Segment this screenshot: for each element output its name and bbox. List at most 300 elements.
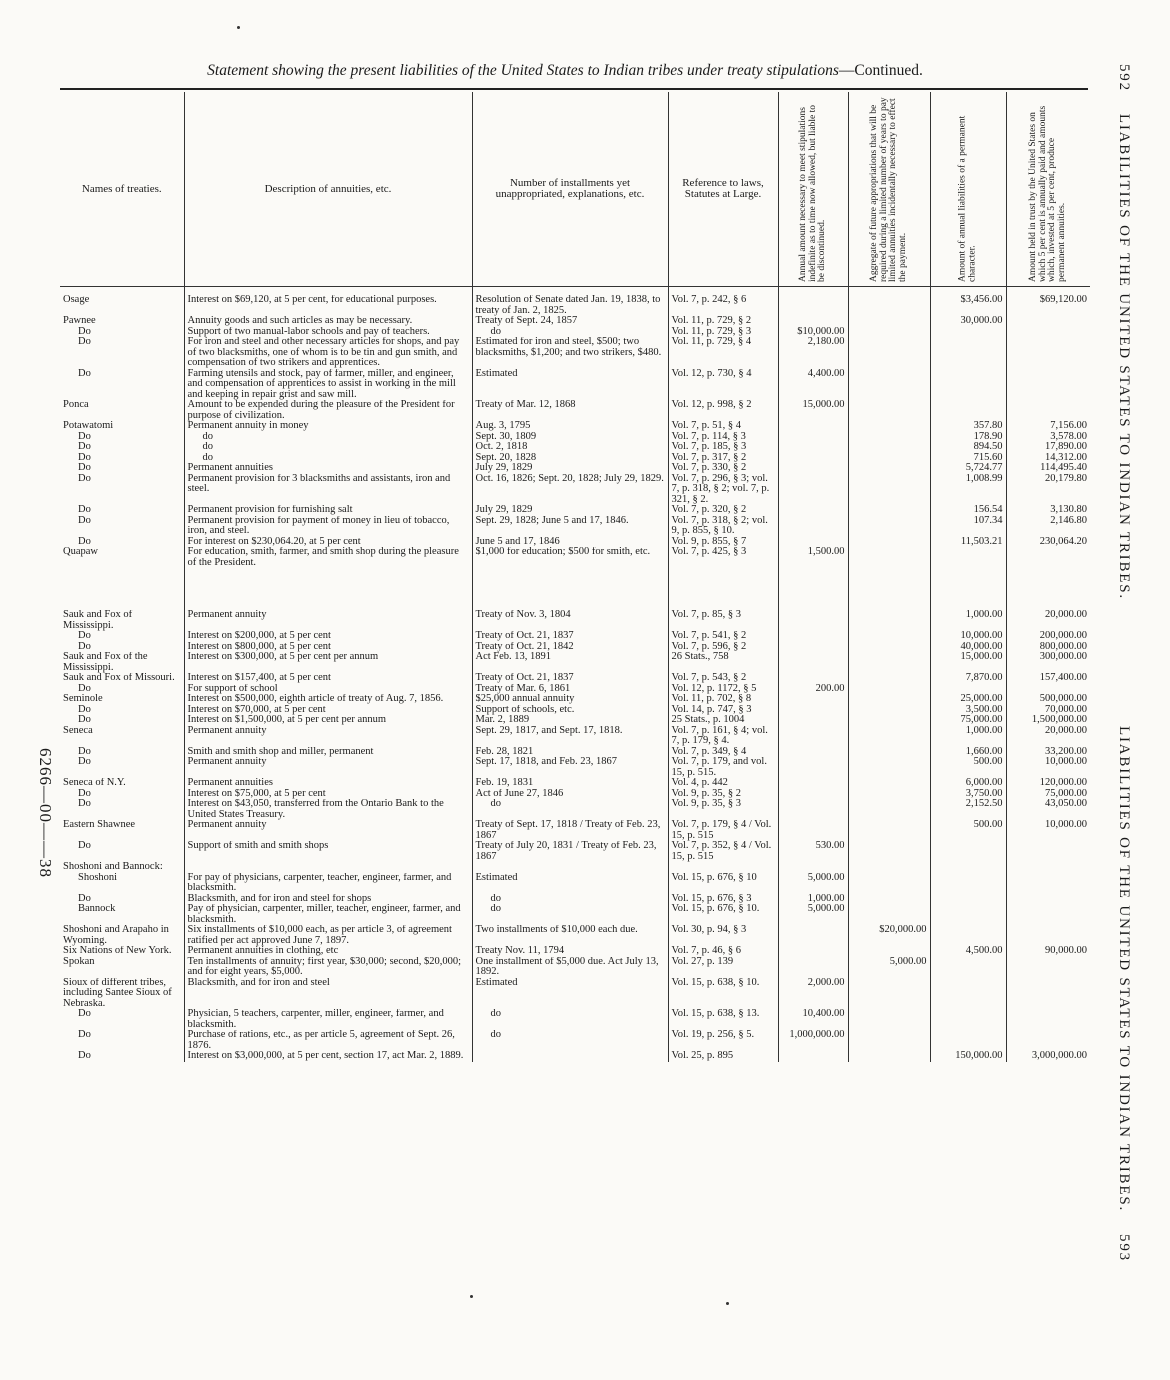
table-row <box>60 747 1090 758</box>
aggregate-future-cell <box>848 673 930 684</box>
held-in-trust-cell: 20,000.00 <box>1006 610 1090 631</box>
annual-indefinite-cell <box>778 652 848 673</box>
permanent-liability-cell <box>930 904 1006 925</box>
print-speck <box>726 1302 729 1305</box>
permanent-liability-cell <box>930 1030 1006 1051</box>
held-in-trust-cell: 7,156.00 <box>1006 421 1090 432</box>
reference-cell: Vol. 30, p. 94, § 3 <box>668 925 778 946</box>
installments-cell: Treaty of Oct. 21, 1842 <box>472 642 668 653</box>
aggregate-future-cell <box>848 778 930 789</box>
description-cell: Blacksmith, and for iron and steel <box>184 978 472 1010</box>
installments-cell: do <box>472 327 668 338</box>
annual-indefinite-cell: 200.00 <box>778 684 848 695</box>
annual-indefinite-cell <box>778 820 848 841</box>
table-row <box>60 547 1090 568</box>
aggregate-future-cell <box>848 841 930 862</box>
annual-indefinite-cell <box>778 925 848 946</box>
description-cell: Permanent annuities <box>184 778 472 789</box>
aggregate-future-cell <box>848 505 930 516</box>
reference-cell: Vol. 9, p. 855, § 7 <box>668 537 778 548</box>
held-in-trust-cell: 300,000.00 <box>1006 652 1090 673</box>
installments-cell: Treaty Nov. 11, 1794 <box>472 946 668 957</box>
permanent-liability-cell: 894.50 <box>930 442 1006 453</box>
liabilities-table <box>60 92 1090 1062</box>
aggregate-future-cell <box>848 757 930 778</box>
aggregate-future-cell <box>848 432 930 443</box>
table-row <box>60 316 1090 327</box>
permanent-liability-cell: 25,000.00 <box>930 694 1006 705</box>
description-cell: Interest on $157,400, at 5 per cent <box>184 673 472 684</box>
held-in-trust-cell: 43,050.00 <box>1006 799 1090 820</box>
installments-cell: Treaty of Sept. 24, 1857 <box>472 316 668 327</box>
reference-cell: Vol. 15, p. 638, § 10. <box>668 978 778 1010</box>
treaty-name-cell: Shoshoni and Arapaho in Wyoming. <box>63 925 169 946</box>
aggregate-future-cell <box>848 516 930 537</box>
installments-cell: Sept. 29, 1828; June 5 and 17, 1846. <box>472 516 668 537</box>
treaty-name-cell: Shoshoni and Bannock: <box>63 862 163 872</box>
annual-indefinite-cell: 10,400.00 <box>778 1009 848 1030</box>
aggregate-future-cell <box>848 1051 930 1062</box>
held-in-trust-cell: 10,000.00 <box>1006 757 1090 778</box>
held-in-trust-cell: 20,000.00 <box>1006 726 1090 747</box>
annual-indefinite-cell <box>778 862 848 873</box>
description-cell: Permanent annuity <box>184 610 472 631</box>
description-cell: Permanent annuities <box>184 463 472 474</box>
description-cell: do <box>184 453 472 464</box>
installments-cell: Mar. 2, 1889 <box>472 715 668 726</box>
permanent-liability-cell <box>930 369 1006 401</box>
treaty-name-cell: Do <box>78 1051 91 1061</box>
permanent-liability-cell: 6,000.00 <box>930 778 1006 789</box>
description-cell: Smith and smith shop and miller, permanent <box>184 747 472 758</box>
table-row <box>60 978 1090 1010</box>
treaty-name-cell: Do <box>78 463 91 473</box>
treaty-name-cell: Do <box>78 799 91 809</box>
held-in-trust-cell <box>1006 925 1090 946</box>
table-row <box>60 684 1090 695</box>
table-row <box>60 442 1090 453</box>
annual-indefinite-cell <box>778 453 848 464</box>
reference-cell <box>668 862 778 873</box>
spacer-row <box>60 287 1090 296</box>
description-cell: Permanent annuity in money <box>184 421 472 432</box>
permanent-liability-cell: 3,750.00 <box>930 789 1006 800</box>
treaty-name-cell: Do <box>78 431 91 442</box>
aggregate-future-cell <box>848 442 930 453</box>
table-row <box>60 432 1090 443</box>
reference-cell: Vol. 14, p. 747, § 3 <box>668 705 778 716</box>
aggregate-future-cell <box>848 715 930 726</box>
annual-indefinite-cell: 4,400.00 <box>778 369 848 401</box>
aggregate-future-cell <box>848 1009 930 1030</box>
treaty-name-cell: Sauk and Fox of Mississippi. <box>63 610 133 631</box>
reference-cell: Vol. 12, p. 730, § 4 <box>668 369 778 401</box>
reference-cell: Vol. 15, p. 676, § 3 <box>668 894 778 905</box>
held-in-trust-cell <box>1006 327 1090 338</box>
held-in-trust-cell: 20,179.80 <box>1006 474 1090 506</box>
table-row <box>60 673 1090 684</box>
description-cell: Farming utensils and stock, pay of farmer, miller, and engineer, and compensation of apprentices to assist in working in the mill and keeping in repair grist and saw mill. <box>184 369 472 401</box>
reference-cell: Vol. 7, p. 318, § 2; vol. 9, p. 855, § 10. <box>668 516 778 537</box>
permanent-liability-cell: 500.00 <box>930 820 1006 841</box>
aggregate-future-cell <box>848 327 930 338</box>
col-header-names: Names of treaties. <box>60 92 184 287</box>
installments-cell: Treaty of Oct. 21, 1837 <box>472 673 668 684</box>
installments-cell: $25,000 annual annuity <box>472 694 668 705</box>
treaty-name-cell: Sauk and Fox of Missouri. <box>63 673 175 683</box>
col-header-installments: Number of installments yet unappropriated, explanations, etc. <box>472 92 668 287</box>
held-in-trust-cell: 14,312.00 <box>1006 453 1090 464</box>
aggregate-future-cell <box>848 747 930 758</box>
reference-cell: 25 Stats., p. 1004 <box>668 715 778 726</box>
installments-cell: Treaty of Mar. 6, 1861 <box>472 684 668 695</box>
aggregate-future-cell <box>848 978 930 1010</box>
description-cell: Six installments of $10,000 each, as per article 3, of agreement ratified per act approved June 7, 1897. <box>184 925 472 946</box>
description-cell: Interest on $3,000,000, at 5 per cent, section 17, act Mar. 2, 1889. <box>184 1051 472 1062</box>
held-in-trust-cell: 230,064.20 <box>1006 537 1090 548</box>
annual-indefinite-cell <box>778 789 848 800</box>
installments-cell: Sept. 30, 1809 <box>472 432 668 443</box>
treaty-name-cell: Do <box>78 715 91 725</box>
table-row <box>60 873 1090 894</box>
col-header-aggregate-future-text: Aggregate of future appropriations that will be required during a limited number of years to pay limited annuities incidentally necessary to effect the payment. <box>869 97 908 282</box>
permanent-liability-cell: 357.80 <box>930 421 1006 432</box>
installments-cell: July 29, 1829 <box>472 463 668 474</box>
description-cell: For interest on $230,064.20, at 5 per cent <box>184 537 472 548</box>
installments-cell: Oct. 16, 1826; Sept. 20, 1828; July 29, 1829. <box>472 474 668 506</box>
installments-cell: Estimated <box>472 978 668 1010</box>
annual-indefinite-cell <box>778 610 848 631</box>
col-header-aggregate-future <box>848 92 930 287</box>
annual-indefinite-cell <box>778 421 848 432</box>
page-title <box>60 62 1070 80</box>
aggregate-future-cell <box>848 820 930 841</box>
installments-cell: Treaty of Mar. 12, 1868 <box>472 400 668 421</box>
treaty-name-cell: Do <box>78 704 91 715</box>
installments-cell: Sept. 29, 1817, and Sept. 17, 1818. <box>472 726 668 747</box>
aggregate-future-cell: 5,000.00 <box>848 957 930 978</box>
held-in-trust-cell <box>1006 684 1090 695</box>
permanent-liability-cell: 107.34 <box>930 516 1006 537</box>
treaty-name-cell: Do <box>78 473 91 484</box>
table-row <box>60 705 1090 716</box>
installments-cell: Act of June 27, 1846 <box>472 789 668 800</box>
treaty-name-cell: Do <box>78 515 91 526</box>
installments-cell: July 29, 1829 <box>472 505 668 516</box>
description-cell: Permanent annuity <box>184 820 472 841</box>
aggregate-future-cell <box>848 642 930 653</box>
treaty-name-cell: Do <box>78 641 91 652</box>
held-in-trust-cell <box>1006 894 1090 905</box>
table-body-top <box>60 287 1090 569</box>
permanent-liability-cell <box>930 1009 1006 1030</box>
permanent-liability-cell: $3,456.00 <box>930 295 1006 316</box>
description-cell <box>184 862 472 873</box>
treaty-name-cell: Do <box>78 505 91 515</box>
aggregate-future-cell <box>848 862 930 873</box>
aggregate-future-cell <box>848 369 930 401</box>
col-header-permanent-liabilities <box>930 92 1006 287</box>
description-cell: Physician, 5 teachers, carpenter, miller, engineer, farmer, and blacksmith. <box>184 1009 472 1030</box>
aggregate-future-cell <box>848 789 930 800</box>
reference-cell: Vol. 12, p. 1172, § 5 <box>668 684 778 695</box>
aggregate-future-cell <box>848 726 930 747</box>
reference-cell: Vol. 7, p. 85, § 3 <box>668 610 778 631</box>
annual-indefinite-cell: 2,000.00 <box>778 978 848 1010</box>
aggregate-future-cell <box>848 873 930 894</box>
permanent-liability-cell: 11,503.21 <box>930 537 1006 548</box>
treaty-name-cell: Do <box>78 442 91 452</box>
reference-cell: Vol. 4, p. 442 <box>668 778 778 789</box>
treaty-name-cell: Do <box>78 683 91 694</box>
held-in-trust-cell <box>1006 873 1090 894</box>
installments-cell: do <box>472 799 668 820</box>
aggregate-future-cell <box>848 537 930 548</box>
treaty-name-cell: Do <box>78 326 91 337</box>
held-in-trust-cell: 3,578.00 <box>1006 432 1090 443</box>
reference-cell: Vol. 11, p. 729, § 3 <box>668 327 778 338</box>
permanent-liability-cell: 150,000.00 <box>930 1051 1006 1062</box>
description-cell: Permanent annuity <box>184 726 472 747</box>
table-row <box>60 1051 1090 1062</box>
reference-cell: Vol. 25, p. 895 <box>668 1051 778 1062</box>
aggregate-future-cell <box>848 463 930 474</box>
installments-cell: Feb. 19, 1831 <box>472 778 668 789</box>
table-row <box>60 516 1090 537</box>
reference-cell: Vol. 7, p. 114, § 3 <box>668 432 778 443</box>
side-header-bottom <box>1106 726 1142 1306</box>
annual-indefinite-cell <box>778 432 848 443</box>
held-in-trust-cell: 120,000.00 <box>1006 778 1090 789</box>
held-in-trust-cell: 200,000.00 <box>1006 631 1090 642</box>
document-code <box>30 748 60 888</box>
annual-indefinite-cell <box>778 642 848 653</box>
permanent-liability-cell <box>930 547 1006 568</box>
treaty-name-cell: Quapaw <box>63 547 98 557</box>
aggregate-future-cell <box>848 474 930 506</box>
aggregate-future-cell <box>848 400 930 421</box>
header-row <box>60 92 1090 287</box>
top-rule <box>60 88 1088 90</box>
permanent-liability-cell: 40,000.00 <box>930 642 1006 653</box>
reference-cell: Vol. 7, p. 179, § 4 / Vol. 15, p. 515 <box>668 820 778 841</box>
col-header-held-in-trust <box>1006 92 1090 287</box>
reference-cell: Vol. 7, p. 352, § 4 / Vol. 15, p. 515 <box>668 841 778 862</box>
annual-indefinite-cell <box>778 694 848 705</box>
permanent-liability-cell <box>930 337 1006 369</box>
table-row <box>60 474 1090 506</box>
description-cell: Amount to be expended during the pleasure of the President for purpose of civilization. <box>184 400 472 421</box>
installments-cell: Sept. 20, 1828 <box>472 453 668 464</box>
annual-indefinite-cell <box>778 442 848 453</box>
permanent-liability-cell <box>930 400 1006 421</box>
table-row <box>60 505 1090 516</box>
description-cell: Annuity goods and such articles as may be necessary. <box>184 316 472 327</box>
table-row <box>60 715 1090 726</box>
description-cell: Interest on $75,000, at 5 per cent <box>184 789 472 800</box>
held-in-trust-cell: 800,000.00 <box>1006 642 1090 653</box>
annual-indefinite-cell: 1,000.00 <box>778 894 848 905</box>
table-row <box>60 862 1090 873</box>
description-cell: Blacksmith, and for iron and steel for shops <box>184 894 472 905</box>
reference-cell: Vol. 7, p. 296, § 3; vol. 7, p. 318, § 2; vol. 7, p. 321, § 2. <box>668 474 778 506</box>
table-row <box>60 1030 1090 1051</box>
table-row <box>60 757 1090 778</box>
aggregate-future-cell <box>848 316 930 327</box>
permanent-liability-cell: 156.54 <box>930 505 1006 516</box>
reference-cell: Vol. 15, p. 676, § 10 <box>668 873 778 894</box>
treaty-name-cell: Seneca of N.Y. <box>63 778 126 788</box>
reference-cell: 26 Stats., 758 <box>668 652 778 673</box>
description-cell: do <box>184 432 472 443</box>
treaty-name-cell: Ponca <box>63 400 89 410</box>
annual-indefinite-cell: 2,180.00 <box>778 337 848 369</box>
annual-indefinite-cell <box>778 516 848 537</box>
permanent-liability-cell <box>930 978 1006 1010</box>
table-body-bottom <box>60 602 1090 1062</box>
reference-cell: Vol. 7, p. 596, § 2 <box>668 642 778 653</box>
annual-indefinite-cell <box>778 715 848 726</box>
reference-cell: Vol. 15, p. 638, § 13. <box>668 1009 778 1030</box>
aggregate-future-cell <box>848 453 930 464</box>
aggregate-future-cell <box>848 684 930 695</box>
reference-cell: Vol. 7, p. 46, § 6 <box>668 946 778 957</box>
table-row <box>60 537 1090 548</box>
held-in-trust-cell: 2,146.80 <box>1006 516 1090 537</box>
reference-cell: Vol. 12, p. 998, § 2 <box>668 400 778 421</box>
held-in-trust-cell: 17,890.00 <box>1006 442 1090 453</box>
treaty-name-cell: Sauk and Fox of the Mississippi. <box>63 652 148 673</box>
treaty-name-cell: Do <box>78 746 91 757</box>
held-in-trust-cell: $69,120.00 <box>1006 295 1090 316</box>
annual-indefinite-cell: 1,500.00 <box>778 547 848 568</box>
held-in-trust-cell <box>1006 957 1090 978</box>
permanent-liability-cell: 1,000.00 <box>930 610 1006 631</box>
held-in-trust-cell <box>1006 978 1090 1010</box>
description-cell: Support of two manual-labor schools and pay of teachers. <box>184 327 472 338</box>
held-in-trust-cell: 10,000.00 <box>1006 820 1090 841</box>
description-cell: Ten installments of annuity; first year, $30,000; second, $20,000; and for eight years, $5,000. <box>184 957 472 978</box>
document-code-text: 6266—00——38 <box>36 748 55 878</box>
installments-cell: Oct. 2, 1818 <box>472 442 668 453</box>
description-cell: Permanent provision for 3 blacksmiths and assistants, iron and steel. <box>184 474 472 506</box>
side-label-bottom: LIABILITIES OF THE UNITED STATES TO INDIAN TRIBES. <box>1116 726 1133 1213</box>
installments-cell: Sept. 17, 1818, and Feb. 23, 1867 <box>472 757 668 778</box>
held-in-trust-cell: 70,000.00 <box>1006 705 1090 716</box>
annual-indefinite-cell: 5,000.00 <box>778 873 848 894</box>
aggregate-future-cell <box>848 337 930 369</box>
permanent-liability-cell: 30,000.00 <box>930 316 1006 327</box>
held-in-trust-cell <box>1006 841 1090 862</box>
aggregate-future-cell <box>848 894 930 905</box>
description-cell: Permanent annuities in clothing, etc <box>184 946 472 957</box>
held-in-trust-cell <box>1006 1030 1090 1051</box>
reference-cell: Vol. 7, p. 541, § 2 <box>668 631 778 642</box>
description-cell: Pay of physician, carpenter, miller, teacher, engineer, farmer, and blacksmith. <box>184 904 472 925</box>
aggregate-future-cell <box>848 904 930 925</box>
description-cell: Interest on $800,000, at 5 per cent <box>184 642 472 653</box>
table-row <box>60 295 1090 316</box>
description-cell: Interest on $200,000, at 5 per cent <box>184 631 472 642</box>
installments-cell: Treaty of Oct. 21, 1837 <box>472 631 668 642</box>
installments-cell: One installment of $5,000 due. Act July 13, 1892. <box>472 957 668 978</box>
description-cell: Interest on $1,500,000, at 5 per cent per annum <box>184 715 472 726</box>
treaty-name-cell: Do <box>78 893 91 904</box>
description-cell: Interest on $43,050, transferred from the Ontario Bank to the United States Treasury. <box>184 799 472 820</box>
installments-cell: Resolution of Senate dated Jan. 19, 1838, to treaty of Jan. 2, 1825. <box>472 295 668 316</box>
table-row <box>60 904 1090 925</box>
table-row <box>60 1009 1090 1030</box>
permanent-liability-cell <box>930 841 1006 862</box>
reference-cell: Vol. 7, p. 185, § 3 <box>668 442 778 453</box>
aggregate-future-cell <box>848 631 930 642</box>
description-cell: Interest on $300,000, at 5 per cent per annum <box>184 652 472 673</box>
held-in-trust-cell <box>1006 1009 1090 1030</box>
treaty-name-cell: Potawatomi <box>63 421 114 431</box>
spacer-row <box>60 602 1090 610</box>
held-in-trust-cell: 157,400.00 <box>1006 673 1090 684</box>
permanent-liability-cell: 3,500.00 <box>930 705 1006 716</box>
reference-cell: Vol. 7, p. 317, § 2 <box>668 453 778 464</box>
reference-cell: Vol. 7, p. 320, § 2 <box>668 505 778 516</box>
treaty-name-cell: Do <box>78 1009 91 1019</box>
installments-cell: Treaty of Nov. 3, 1804 <box>472 610 668 631</box>
held-in-trust-cell <box>1006 904 1090 925</box>
annual-indefinite-cell <box>778 946 848 957</box>
description-cell: For pay of physicians, carpenter, teacher, engineer, farmer, and blacksmith. <box>184 873 472 894</box>
installments-cell: Aug. 3, 1795 <box>472 421 668 432</box>
table-row <box>60 631 1090 642</box>
annual-indefinite-cell <box>778 957 848 978</box>
annual-indefinite-cell: 5,000.00 <box>778 904 848 925</box>
annual-indefinite-cell <box>778 631 848 642</box>
treaty-name-cell: Six Nations of New York. <box>63 946 172 956</box>
reference-cell: Vol. 19, p. 256, § 5. <box>668 1030 778 1051</box>
treaty-name-cell: Do <box>78 1030 91 1040</box>
annual-indefinite-cell <box>778 1051 848 1062</box>
installments-cell: Treaty of Sept. 17, 1818 / Treaty of Feb. 23, 1867 <box>472 820 668 841</box>
held-in-trust-cell <box>1006 369 1090 401</box>
reference-cell: Vol. 27, p. 139 <box>668 957 778 978</box>
annual-indefinite-cell <box>778 747 848 758</box>
treaty-name-cell: Do <box>78 757 91 767</box>
treaty-name-cell: Do <box>78 536 91 547</box>
installments-cell: Estimated <box>472 873 668 894</box>
description-cell: Permanent provision for payment of money in lieu of tobacco, iron, and steel. <box>184 516 472 537</box>
permanent-liability-cell: 5,724.77 <box>930 463 1006 474</box>
permanent-liability-cell: 75,000.00 <box>930 715 1006 726</box>
installments-cell: do <box>472 894 668 905</box>
treaty-name-cell: Do <box>78 368 91 379</box>
table-row <box>60 957 1090 978</box>
permanent-liability-cell: 715.60 <box>930 453 1006 464</box>
annual-indefinite-cell: 15,000.00 <box>778 400 848 421</box>
print-speck <box>237 26 240 29</box>
held-in-trust-cell: 3,000,000.00 <box>1006 1051 1090 1062</box>
reference-cell: Vol. 11, p. 729, § 4 <box>668 337 778 369</box>
annual-indefinite-cell: $10,000.00 <box>778 327 848 338</box>
annual-indefinite-cell <box>778 463 848 474</box>
annual-indefinite-cell <box>778 295 848 316</box>
reference-cell: Vol. 7, p. 51, § 4 <box>668 421 778 432</box>
description-cell: For education, smith, farmer, and smith shop during the pleasure of the President. <box>184 547 472 568</box>
table-row <box>60 327 1090 338</box>
page-number-bottom: 593 <box>1116 1234 1133 1262</box>
aggregate-future-cell <box>848 694 930 705</box>
permanent-liability-cell <box>930 925 1006 946</box>
installments-cell: do <box>472 1030 668 1051</box>
permanent-liability-cell <box>930 862 1006 873</box>
